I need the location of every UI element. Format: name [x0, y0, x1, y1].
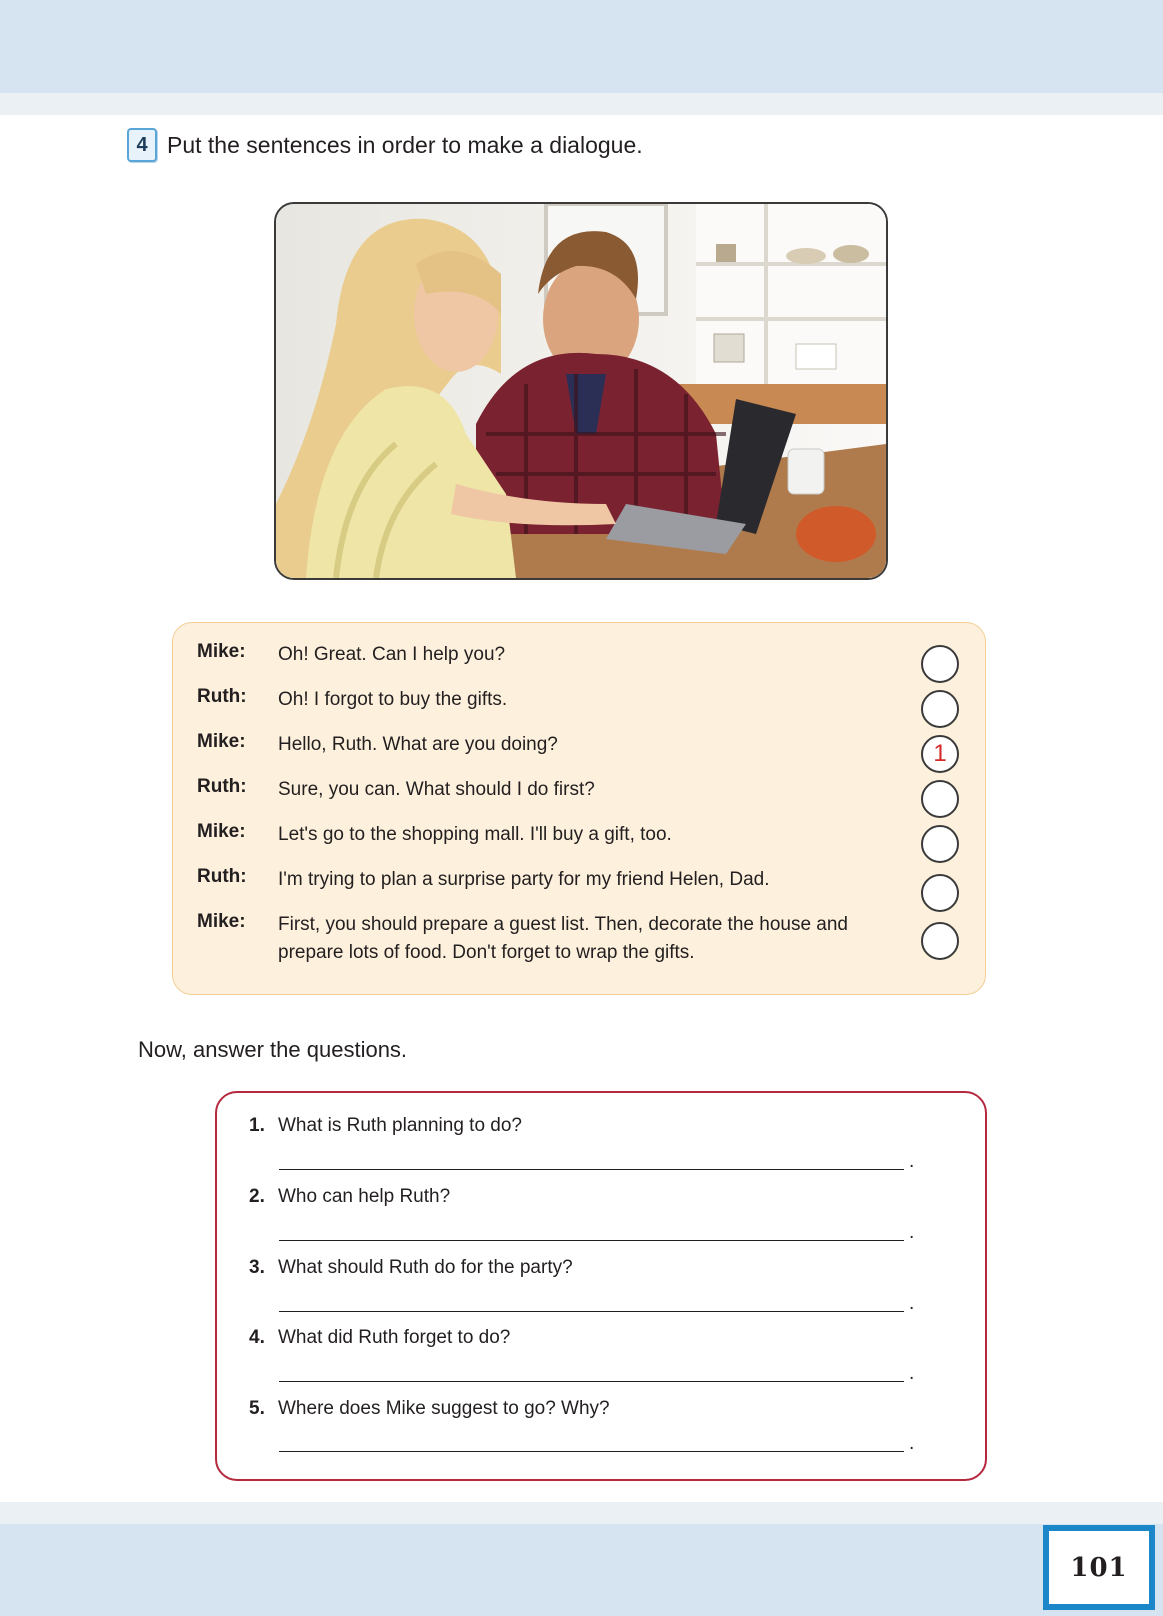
order-circle[interactable]	[921, 874, 959, 912]
dialogue-line: Oh! Great. Can I help you?	[278, 644, 506, 665]
question-text: Where does Mike suggest to go? Why?	[278, 1398, 610, 1419]
question-text: What did Ruth forget to do?	[278, 1327, 511, 1348]
answer-period: .	[909, 1151, 915, 1172]
top-band-light	[0, 93, 1163, 115]
exercise-instruction: Put the sentences in order to make a dialogue.	[167, 131, 643, 158]
answer-line[interactable]	[279, 1451, 904, 1452]
question-number: 4.	[249, 1327, 265, 1348]
answer-period: .	[909, 1363, 915, 1384]
answer-period: .	[909, 1293, 915, 1314]
order-circle[interactable]	[921, 825, 959, 863]
top-band	[0, 0, 1163, 93]
question-number: 3.	[249, 1257, 265, 1278]
speaker-label: Mike:	[197, 641, 246, 662]
photo-illustration	[276, 204, 886, 578]
question-text: What is Ruth planning to do?	[278, 1115, 522, 1136]
answer-line[interactable]	[279, 1381, 904, 1382]
question-text: Who can help Ruth?	[278, 1186, 451, 1207]
answer-line[interactable]	[279, 1311, 904, 1312]
bottom-band	[0, 1524, 1163, 1616]
speaker-label: Mike:	[197, 821, 246, 842]
exercise-number-badge: 4	[127, 128, 157, 162]
order-circle[interactable]	[921, 690, 959, 728]
page-number-box	[1043, 1525, 1155, 1610]
answer-period: .	[909, 1433, 915, 1454]
question-number: 2.	[249, 1186, 265, 1207]
dialogue-line: First, you should prepare a guest list. Then, decorate the house and prepare lots of food. Don't forget to wrap the gifts.	[278, 914, 848, 963]
questions-box	[215, 1091, 987, 1481]
order-circle[interactable]	[921, 645, 959, 683]
order-circle[interactable]	[921, 922, 959, 960]
answer-line[interactable]	[279, 1169, 904, 1170]
dialogue-line: Hello, Ruth. What are you doing?	[278, 734, 558, 755]
question-number: 1.	[249, 1115, 265, 1136]
dialogue-photo	[274, 202, 888, 580]
questions-heading: Now, answer the questions.	[138, 1037, 408, 1062]
speaker-label: Ruth:	[197, 866, 247, 887]
question-number: 5.	[249, 1398, 265, 1419]
answer-line[interactable]	[279, 1240, 904, 1241]
order-circle[interactable]: 1	[921, 735, 959, 773]
page-number: 101	[1070, 1552, 1128, 1583]
order-circle[interactable]	[921, 780, 959, 818]
question-text: What should Ruth do for the party?	[278, 1257, 573, 1278]
speaker-label: Ruth:	[197, 776, 247, 797]
dialogue-box	[172, 622, 986, 995]
answer-period: .	[909, 1222, 915, 1243]
dialogue-line: Sure, you can. What should I do first?	[278, 779, 595, 800]
dialogue-line: Oh! I forgot to buy the gifts.	[278, 689, 508, 710]
dialogue-line: I'm trying to plan a surprise party for my friend Helen, Dad.	[278, 869, 770, 890]
exercise-header	[127, 128, 643, 162]
dialogue-line: Let's go to the shopping mall. I'll buy a gift, too.	[278, 824, 672, 845]
bottom-band-light	[0, 1502, 1163, 1524]
speaker-label: Ruth:	[197, 686, 247, 707]
speaker-label: Mike:	[197, 731, 246, 752]
speaker-label: Mike:	[197, 911, 246, 932]
